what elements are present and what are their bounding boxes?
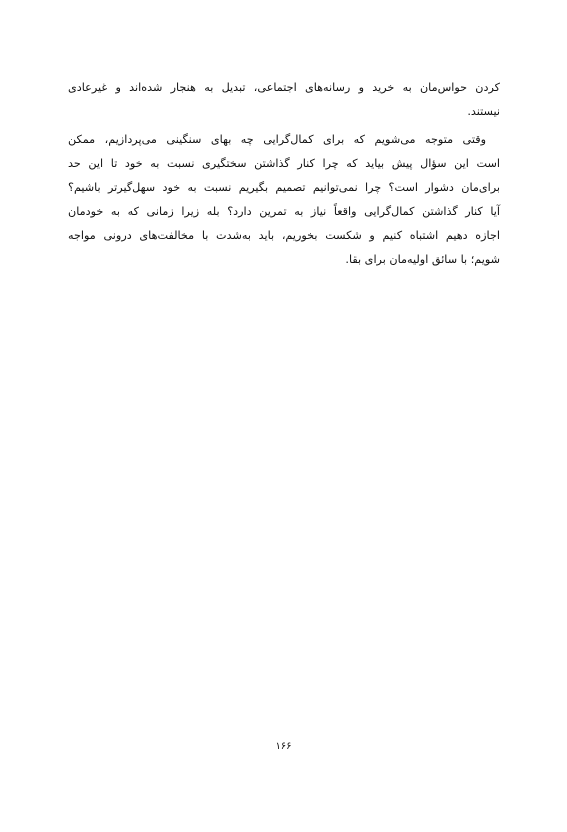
page-number: ۱۶۶ xyxy=(275,741,292,752)
text-line: آیا کنار گذاشتن کمال‌گرایی واقعاً نیاز به تمرین دارد؟ بله زیرا زمانی که به خودمان xyxy=(68,205,500,218)
paragraph-2 xyxy=(68,128,500,272)
text-line: نیستند. xyxy=(467,105,500,118)
text-line: کردن حواس‌مان به خرید و رسانه‌های اجتماعی، تبدیل به هنجار شده‌اند و غیرعادی xyxy=(68,81,500,94)
text-line: وقتی متوجه می‌شویم که برای کمال‌گرایی چه بهای سنگینی می‌پردازیم، ممکن xyxy=(68,133,486,146)
text-line: برای‌مان دشوار است؟ چرا نمی‌توانیم تصمیم بگیریم نسبت به خود سهل‌گیرتر باشیم؟ xyxy=(68,181,500,194)
text-line: اجازه دهیم اشتباه کنیم و شکست بخوریم، باید به‌شدت با مخالفت‌های درونی مواجه xyxy=(68,229,500,242)
paragraph-1 xyxy=(68,76,500,124)
body-text xyxy=(68,76,500,272)
text-line: است این سؤال پیش بیاید که چرا کنار گذاشتن سختگیری نسبت به خود تا این حد xyxy=(68,157,500,170)
text-line: شویم؛ با سائق اولیه‌مان برای بقا. xyxy=(345,253,500,266)
